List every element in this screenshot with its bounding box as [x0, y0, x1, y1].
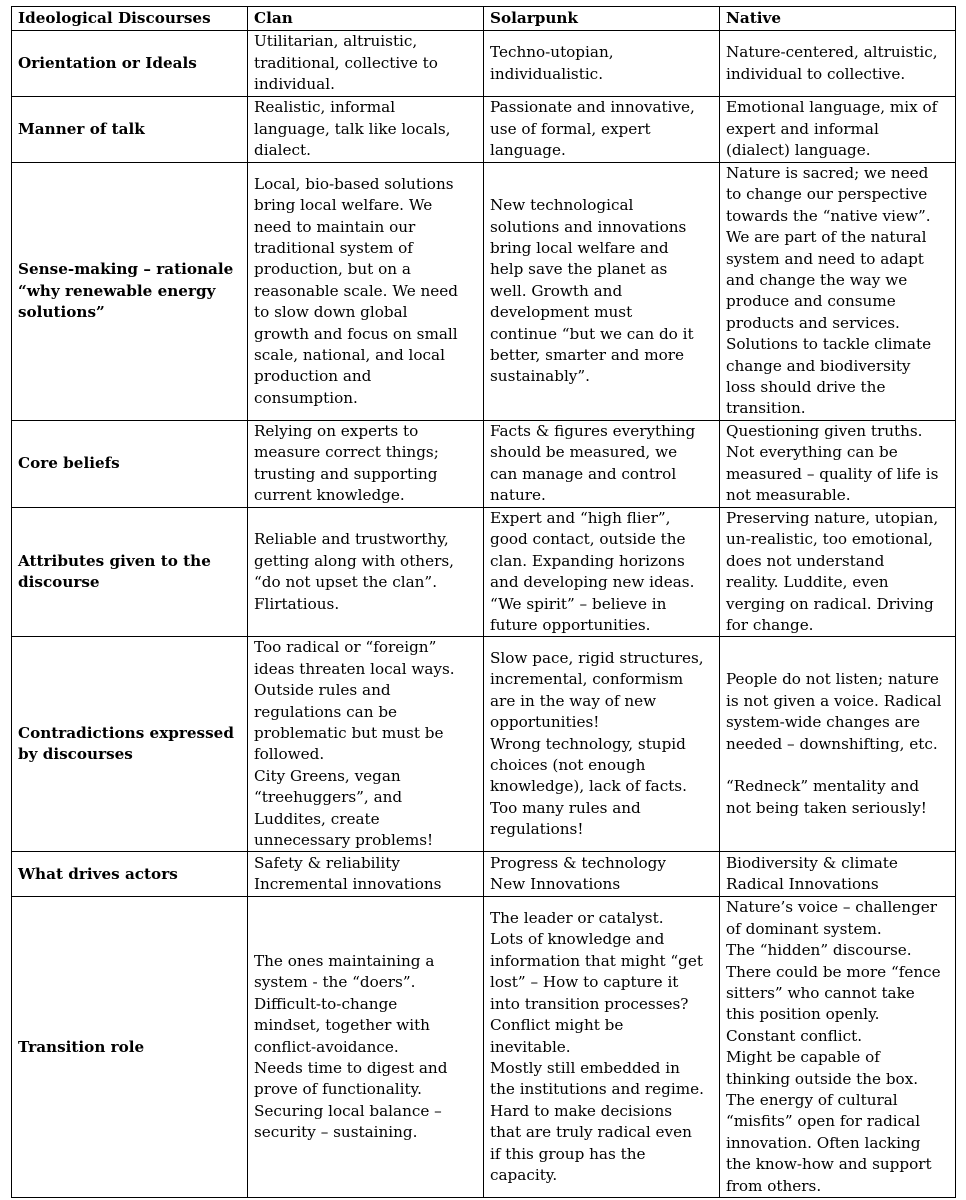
solarpunk-cell: Progress & technology New Innovations: [484, 852, 720, 897]
header-ideological-discourses: Ideological Discourses: [12, 7, 248, 31]
row-label: Attributes given to the discourse: [12, 507, 248, 636]
clan-cell: Safety & reliability Incremental innovations: [248, 852, 484, 897]
header-row: [12, 7, 956, 31]
table-row: [12, 897, 956, 1198]
solarpunk-cell: The leader or catalyst. Lots of knowledge and information that might “get lost” – How to capture it into transition processes? Conflict might be inevitable. Mostly still embedded in the institutions and regime. Hard to make decisions that are truly radical even if this group has the capacity.: [484, 897, 720, 1198]
row-label: Core beliefs: [12, 420, 248, 507]
header-clan: Clan: [248, 7, 484, 31]
native-cell: Nature-centered, altruistic, individual to collective.: [720, 31, 956, 97]
table-row: [12, 97, 956, 163]
native-cell: Questioning given truths. Not everything can be measured – quality of life is not measurable.: [720, 420, 956, 507]
native-cell: People do not listen; nature is not given a voice. Radical system-wide changes are needed – downshifting, etc. “Redneck” mentality and not being taken seriously!: [720, 637, 956, 852]
row-label: Transition role: [12, 897, 248, 1198]
native-cell: Nature is sacred; we need to change our perspective towards the “native view”. We are part of the natural system and need to adapt and change the way we produce and consume products and services. Solutions to tackle climate change and biodiversity loss should drive the transition.: [720, 163, 956, 421]
solarpunk-cell: Expert and “high flier”, good contact, outside the clan. Expanding horizons and developing new ideas. “We spirit” – believe in future opportunities.: [484, 507, 720, 636]
native-cell: Biodiversity & climate Radical Innovations: [720, 852, 956, 897]
clan-cell: Too radical or “foreign” ideas threaten local ways. Outside rules and regulations can be problematic but must be followed. City Greens, vegan “treehuggers”, and Luddites, create unnecessary problems!: [248, 637, 484, 852]
clan-cell: The ones maintaining a system - the “doers”. Difficult-to-change mindset, together with conflict-avoidance. Needs time to digest and prove of functionality. Securing local balance – security – sustaining.: [248, 897, 484, 1198]
solarpunk-cell: New technological solutions and innovations bring local welfare and help save the planet as well. Growth and development must continue “but we can do it better, smarter and more sustainably”.: [484, 163, 720, 421]
row-label: Contradictions expressed by discourses: [12, 637, 248, 852]
clan-cell: Realistic, informal language, talk like locals, dialect.: [248, 97, 484, 163]
table-row: [12, 637, 956, 852]
native-cell: Preserving nature, utopian, un-realistic, too emotional, does not understand reality. Luddite, even verging on radical. Driving for change.: [720, 507, 956, 636]
row-label: What drives actors: [12, 852, 248, 897]
header-native: Native: [720, 7, 956, 31]
table-row: [12, 507, 956, 636]
header-solarpunk: Solarpunk: [484, 7, 720, 31]
table-row: [12, 163, 956, 421]
table-row: [12, 852, 956, 897]
clan-cell: Reliable and trustworthy, getting along with others, “do not upset the clan”. Flirtatious.: [248, 507, 484, 636]
row-label: Orientation or Ideals: [12, 31, 248, 97]
clan-cell: Utilitarian, altruistic, traditional, collective to individual.: [248, 31, 484, 97]
native-cell: Nature’s voice – challenger of dominant system. The “hidden” discourse. There could be more “fence sitters” who cannot take this position openly. Constant conflict. Might be capable of thinking outside the box. The energy of cultural “misfits” open for radical innovation. Often lacking the know-how and support from others.: [720, 897, 956, 1198]
solarpunk-cell: Facts & figures everything should be measured, we can manage and control nature.: [484, 420, 720, 507]
table-header: [12, 7, 956, 31]
discourse-table: [11, 6, 956, 1198]
solarpunk-cell: Slow pace, rigid structures, incremental, conformism are in the way of new opportunities! Wrong technology, stupid choices (not enough knowledge), lack of facts. Too many rules and regulations!: [484, 637, 720, 852]
table-body: [12, 31, 956, 1198]
native-cell: Emotional language, mix of expert and informal (dialect) language.: [720, 97, 956, 163]
table-row: [12, 31, 956, 97]
solarpunk-cell: Techno-utopian, individualistic.: [484, 31, 720, 97]
clan-cell: Relying on experts to measure correct things; trusting and supporting current knowledge.: [248, 420, 484, 507]
row-label: Sense-making – rationale “why renewable energy solutions”: [12, 163, 248, 421]
clan-cell: Local, bio-based solutions bring local welfare. We need to maintain our traditional system of production, but on a reasonable scale. We need to slow down global growth and focus on small scale, national, and local production and consumption.: [248, 163, 484, 421]
table-row: [12, 420, 956, 507]
solarpunk-cell: Passionate and innovative, use of formal, expert language.: [484, 97, 720, 163]
row-label: Manner of talk: [12, 97, 248, 163]
